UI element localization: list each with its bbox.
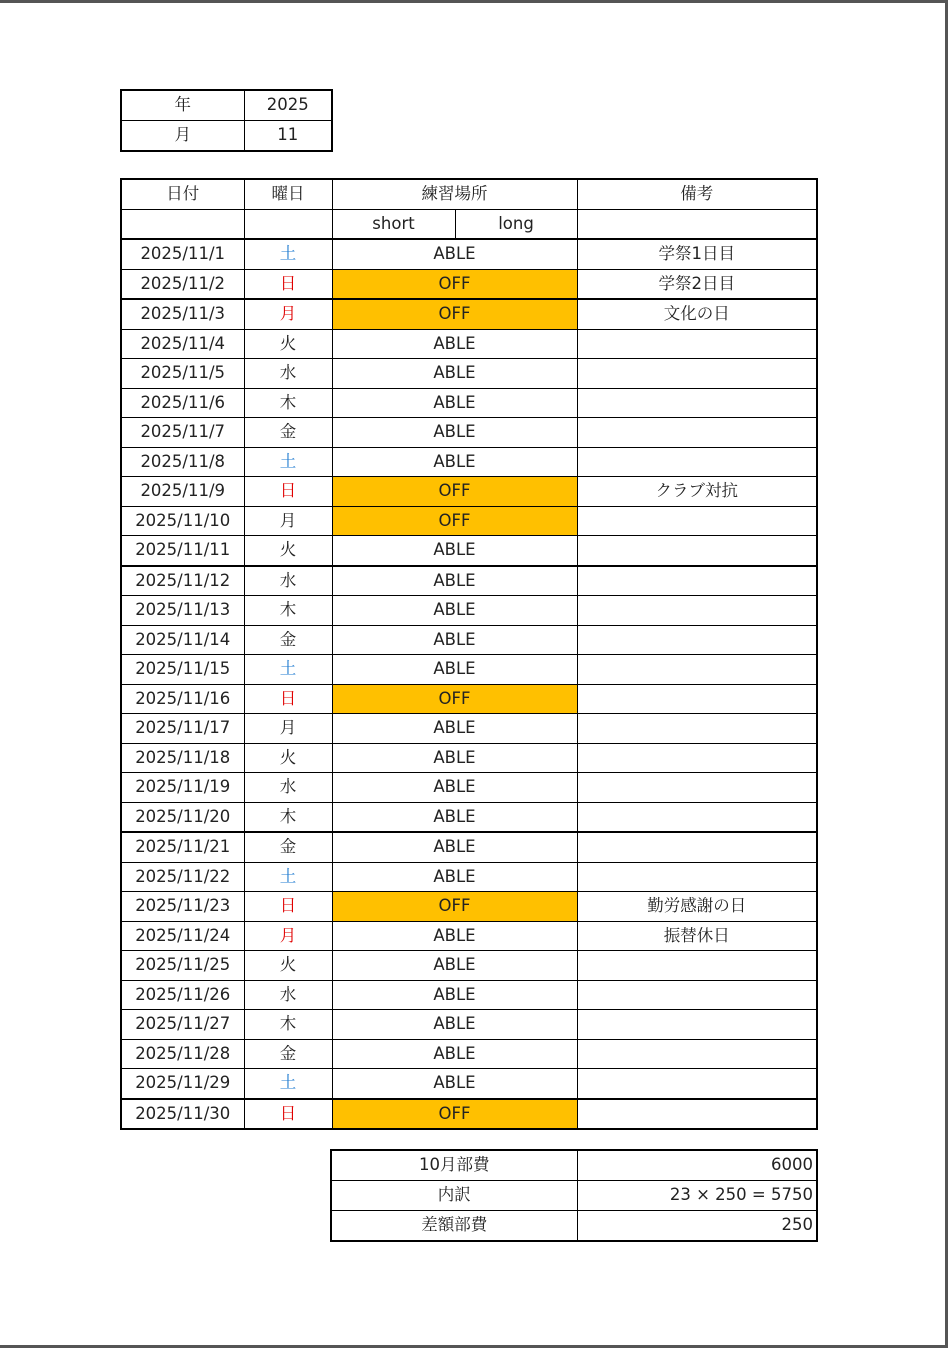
note-cell[interactable] <box>577 743 817 773</box>
fee-value-october[interactable]: 6000 <box>577 1150 817 1181</box>
note-cell[interactable]: 学祭2日目 <box>577 269 817 299</box>
schedule-row <box>121 743 817 773</box>
status-cell[interactable]: ABLE <box>332 239 577 269</box>
note-cell[interactable] <box>577 625 817 655</box>
dow-cell[interactable]: 土 <box>244 655 332 685</box>
date-cell[interactable]: 2025/11/10 <box>121 506 244 536</box>
subheader-blank-date <box>121 209 244 239</box>
date-cell[interactable]: 2025/11/25 <box>121 951 244 981</box>
status-cell[interactable]: ABLE <box>332 862 577 892</box>
dow-cell[interactable]: 水 <box>244 359 332 389</box>
status-cell[interactable]: OFF <box>332 684 577 714</box>
header-row <box>121 179 817 209</box>
dow-cell[interactable]: 水 <box>244 773 332 803</box>
status-cell[interactable]: ABLE <box>332 596 577 626</box>
subheader-blank-note <box>577 209 817 239</box>
note-cell[interactable] <box>577 802 817 832</box>
status-cell[interactable]: ABLE <box>332 1039 577 1069</box>
status-cell[interactable]: OFF <box>332 299 577 329</box>
fee-row <box>331 1181 817 1211</box>
dow-cell[interactable]: 土 <box>244 862 332 892</box>
dow-cell[interactable]: 月 <box>244 299 332 329</box>
date-cell[interactable]: 2025/11/20 <box>121 802 244 832</box>
dow-cell[interactable]: 日 <box>244 477 332 507</box>
note-cell[interactable] <box>577 832 817 862</box>
status-cell[interactable]: ABLE <box>332 832 577 862</box>
month-value[interactable]: 11 <box>244 121 332 152</box>
note-cell[interactable] <box>577 596 817 626</box>
status-cell[interactable]: ABLE <box>332 743 577 773</box>
fee-row <box>331 1211 817 1242</box>
status-cell[interactable]: ABLE <box>332 714 577 744</box>
dow-cell[interactable]: 土 <box>244 1069 332 1099</box>
schedule-row <box>121 714 817 744</box>
year-row <box>121 90 332 121</box>
schedule-row <box>121 239 817 269</box>
note-cell[interactable]: クラブ対抗 <box>577 477 817 507</box>
dow-cell[interactable]: 火 <box>244 536 332 566</box>
date-cell[interactable]: 2025/11/5 <box>121 359 244 389</box>
status-cell[interactable]: ABLE <box>332 921 577 951</box>
note-cell[interactable]: 文化の日 <box>577 299 817 329</box>
note-cell[interactable] <box>577 418 817 448</box>
status-cell[interactable]: ABLE <box>332 773 577 803</box>
fee-label-breakdown: 内訳 <box>331 1181 577 1211</box>
schedule-row <box>121 388 817 418</box>
note-cell[interactable] <box>577 329 817 359</box>
year-label: 年 <box>121 90 244 121</box>
date-cell[interactable]: 2025/11/29 <box>121 1069 244 1099</box>
dow-cell[interactable]: 木 <box>244 802 332 832</box>
date-cell[interactable]: 2025/11/16 <box>121 684 244 714</box>
col-short-header: short <box>332 209 455 239</box>
schedule-body <box>121 239 817 1129</box>
dow-cell[interactable]: 木 <box>244 1010 332 1040</box>
date-cell[interactable]: 2025/11/7 <box>121 418 244 448</box>
status-cell[interactable]: ABLE <box>332 566 577 596</box>
year-month-table <box>120 89 333 152</box>
date-cell[interactable]: 2025/11/28 <box>121 1039 244 1069</box>
date-cell[interactable]: 2025/11/13 <box>121 596 244 626</box>
status-cell[interactable]: ABLE <box>332 980 577 1010</box>
schedule-row <box>121 1039 817 1069</box>
note-cell[interactable] <box>577 447 817 477</box>
date-cell[interactable]: 2025/11/23 <box>121 892 244 922</box>
dow-cell[interactable]: 金 <box>244 832 332 862</box>
dow-cell[interactable]: 金 <box>244 418 332 448</box>
fee-table <box>330 1149 818 1242</box>
note-cell[interactable] <box>577 1099 817 1130</box>
note-cell[interactable] <box>577 359 817 389</box>
date-cell[interactable]: 2025/11/26 <box>121 980 244 1010</box>
date-cell[interactable]: 2025/11/14 <box>121 625 244 655</box>
fee-label-october: 10月部費 <box>331 1150 577 1181</box>
schedule-row <box>121 832 817 862</box>
schedule-row <box>121 447 817 477</box>
note-cell[interactable] <box>577 1010 817 1040</box>
note-cell[interactable] <box>577 506 817 536</box>
status-cell[interactable]: ABLE <box>332 359 577 389</box>
date-cell[interactable]: 2025/11/15 <box>121 655 244 685</box>
dow-cell[interactable]: 日 <box>244 684 332 714</box>
status-cell[interactable]: ABLE <box>332 447 577 477</box>
date-cell[interactable]: 2025/11/8 <box>121 447 244 477</box>
schedule-row <box>121 1099 817 1130</box>
schedule-row <box>121 980 817 1010</box>
schedule-row <box>121 921 817 951</box>
note-cell[interactable] <box>577 536 817 566</box>
col-date-header: 日付 <box>121 179 244 209</box>
schedule-row <box>121 418 817 448</box>
date-cell[interactable]: 2025/11/12 <box>121 566 244 596</box>
col-dow-header: 曜日 <box>244 179 332 209</box>
note-cell[interactable] <box>577 862 817 892</box>
schedule-row <box>121 506 817 536</box>
schedule-row <box>121 596 817 626</box>
dow-cell[interactable]: 土 <box>244 239 332 269</box>
note-cell[interactable]: 学祭1日目 <box>577 239 817 269</box>
schedule-row <box>121 477 817 507</box>
fee-value-breakdown[interactable]: 23 × 250 = 5750 <box>577 1181 817 1211</box>
dow-cell[interactable]: 日 <box>244 892 332 922</box>
status-cell[interactable]: ABLE <box>332 802 577 832</box>
col-note-header: 備考 <box>577 179 817 209</box>
status-cell[interactable]: OFF <box>332 506 577 536</box>
schedule-row <box>121 862 817 892</box>
status-cell[interactable]: ABLE <box>332 951 577 981</box>
fee-label-difference: 差額部費 <box>331 1211 577 1242</box>
dow-cell[interactable]: 日 <box>244 1099 332 1130</box>
schedule-row <box>121 1069 817 1099</box>
note-cell[interactable] <box>577 566 817 596</box>
status-cell[interactable]: ABLE <box>332 536 577 566</box>
dow-cell[interactable]: 火 <box>244 329 332 359</box>
status-cell[interactable]: ABLE <box>332 418 577 448</box>
status-cell[interactable]: OFF <box>332 892 577 922</box>
date-cell[interactable]: 2025/11/2 <box>121 269 244 299</box>
note-cell[interactable] <box>577 773 817 803</box>
schedule-row <box>121 269 817 299</box>
schedule-row <box>121 892 817 922</box>
dow-cell[interactable]: 火 <box>244 743 332 773</box>
note-cell[interactable] <box>577 1039 817 1069</box>
fee-value-difference[interactable]: 250 <box>577 1211 817 1242</box>
date-cell[interactable]: 2025/11/17 <box>121 714 244 744</box>
schedule-row <box>121 359 817 389</box>
dow-cell[interactable]: 金 <box>244 1039 332 1069</box>
schedule-row <box>121 625 817 655</box>
status-cell[interactable]: ABLE <box>332 655 577 685</box>
note-cell[interactable] <box>577 951 817 981</box>
dow-cell[interactable]: 火 <box>244 951 332 981</box>
dow-cell[interactable]: 木 <box>244 596 332 626</box>
schedule-row <box>121 329 817 359</box>
note-cell[interactable]: 振替休日 <box>577 921 817 951</box>
date-cell[interactable]: 2025/11/27 <box>121 1010 244 1040</box>
note-cell[interactable] <box>577 980 817 1010</box>
col-long-header: long <box>455 209 577 239</box>
status-cell[interactable]: OFF <box>332 1099 577 1130</box>
year-value[interactable]: 2025 <box>244 90 332 121</box>
dow-cell[interactable]: 金 <box>244 625 332 655</box>
date-cell[interactable]: 2025/11/19 <box>121 773 244 803</box>
date-cell[interactable]: 2025/11/9 <box>121 477 244 507</box>
schedule-row <box>121 655 817 685</box>
note-cell[interactable] <box>577 684 817 714</box>
schedule-row <box>121 299 817 329</box>
date-cell[interactable]: 2025/11/1 <box>121 239 244 269</box>
subheader-row <box>121 209 817 239</box>
col-place-header: 練習場所 <box>332 179 577 209</box>
schedule-table <box>120 178 818 1130</box>
dow-cell[interactable]: 水 <box>244 566 332 596</box>
schedule-row <box>121 1010 817 1040</box>
date-cell[interactable]: 2025/11/24 <box>121 921 244 951</box>
schedule-row <box>121 951 817 981</box>
status-cell[interactable]: OFF <box>332 269 577 299</box>
date-cell[interactable]: 2025/11/11 <box>121 536 244 566</box>
month-label: 月 <box>121 121 244 152</box>
schedule-row <box>121 536 817 566</box>
dow-cell[interactable]: 土 <box>244 447 332 477</box>
date-cell[interactable]: 2025/11/21 <box>121 832 244 862</box>
date-cell[interactable]: 2025/11/18 <box>121 743 244 773</box>
status-cell[interactable]: ABLE <box>332 329 577 359</box>
dow-cell[interactable]: 水 <box>244 980 332 1010</box>
schedule-row <box>121 566 817 596</box>
note-cell[interactable]: 勤労感謝の日 <box>577 892 817 922</box>
date-cell[interactable]: 2025/11/6 <box>121 388 244 418</box>
note-cell[interactable] <box>577 1069 817 1099</box>
schedule-row <box>121 684 817 714</box>
date-cell[interactable]: 2025/11/3 <box>121 299 244 329</box>
status-cell[interactable]: ABLE <box>332 625 577 655</box>
date-cell[interactable]: 2025/11/22 <box>121 862 244 892</box>
dow-cell[interactable]: 月 <box>244 506 332 536</box>
subheader-blank-dow <box>244 209 332 239</box>
note-cell[interactable] <box>577 714 817 744</box>
dow-cell[interactable]: 日 <box>244 269 332 299</box>
dow-cell[interactable]: 月 <box>244 921 332 951</box>
status-cell[interactable]: OFF <box>332 477 577 507</box>
schedule-row <box>121 802 817 832</box>
date-cell[interactable]: 2025/11/4 <box>121 329 244 359</box>
dow-cell[interactable]: 月 <box>244 714 332 744</box>
status-cell[interactable]: ABLE <box>332 1010 577 1040</box>
schedule-row <box>121 773 817 803</box>
note-cell[interactable] <box>577 388 817 418</box>
date-cell[interactable]: 2025/11/30 <box>121 1099 244 1130</box>
status-cell[interactable]: ABLE <box>332 1069 577 1099</box>
dow-cell[interactable]: 木 <box>244 388 332 418</box>
fee-row <box>331 1150 817 1181</box>
status-cell[interactable]: ABLE <box>332 388 577 418</box>
note-cell[interactable] <box>577 655 817 685</box>
month-row <box>121 121 332 152</box>
